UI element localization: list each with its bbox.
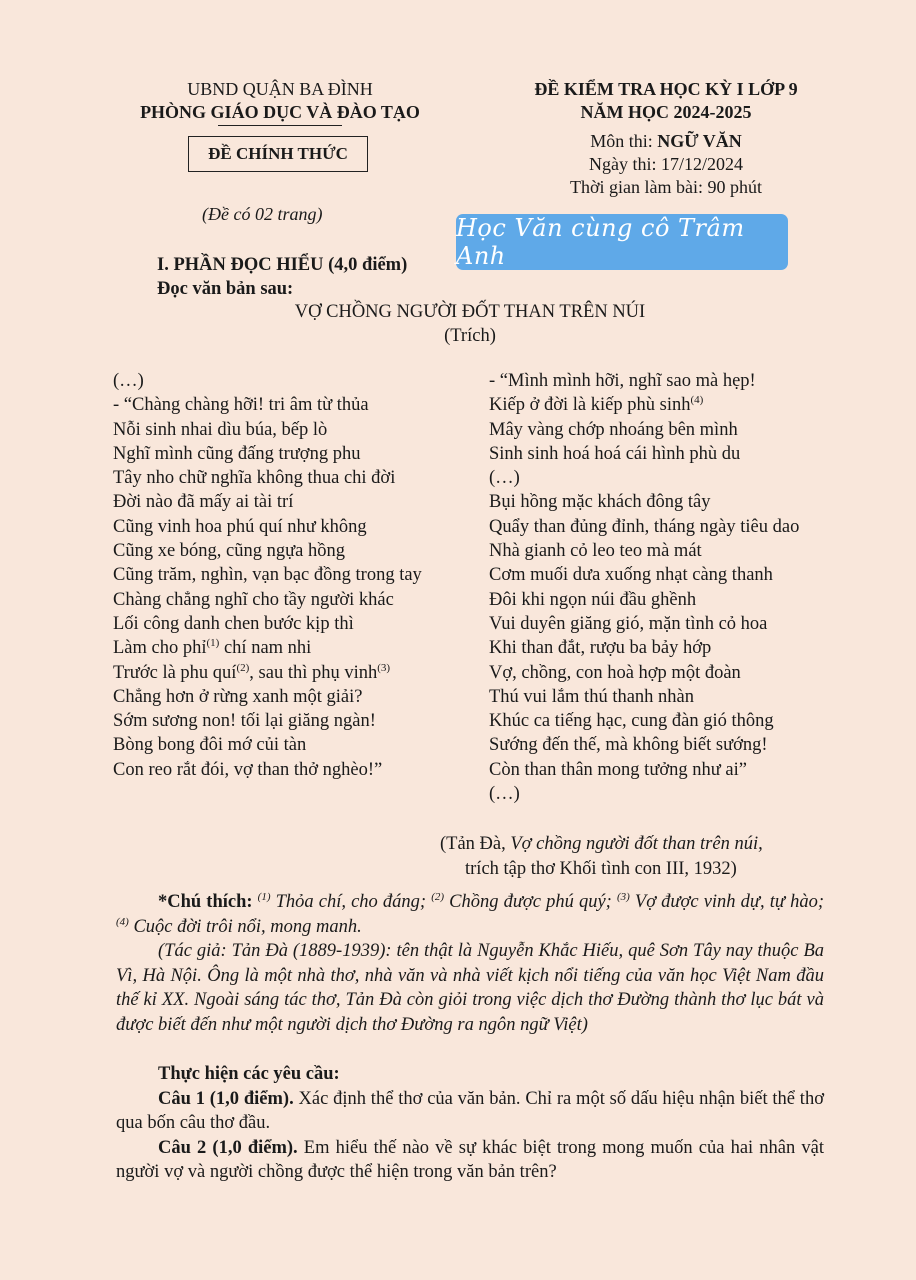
question-2: Câu 2 (1,0 điểm). Em hiểu thế nào về sự khác biệt trong mong muốn của hai nhân vật người vợ và người chồng được thể hiện trong văn bản trên?	[116, 1137, 824, 1182]
subject: NGỮ VĂN	[657, 131, 742, 151]
section-title: I. PHẦN ĐỌC HIỂU (4,0 điểm)	[157, 255, 408, 275]
poem-line: Chẳng hơn ở rừng xanh một giải?	[113, 686, 363, 707]
tasks-heading: Thực hiện các yêu cầu:	[158, 1064, 340, 1084]
author-bio: (Tác giả: Tản Đà (1889-1939): tên thật là Nguyễn Khắc Hiếu, quê Sơn Tây nay thuộc Ba Vì, Hà Nội. Ông là một nhà thơ, nhà văn và nhà viết kịch nổi tiếng của văn học Việt Nam đầu thế kỉ XX. Ngoài sáng tác thơ, Tản Đà còn giỏi trong việc dịch thơ Đường thành thơ lục bát và được biết đến như một người dịch thơ Đường ra ngôn ngữ Việt)	[116, 941, 824, 1035]
poem-line: Nỗi sinh nhai dìu búa, bếp lò	[113, 419, 328, 440]
source-attribution: (Tản Đà, Vợ chồng người đốt than trên núi, trích tập thơ Khối tình con III, 1932)	[440, 834, 763, 879]
poem-line: Quẩy than đủng đỉnh, tháng ngày tiêu dao	[489, 516, 800, 537]
header-right	[494, 78, 838, 199]
teacher-badge: Học Văn cùng cô Trâm Anh	[456, 214, 788, 270]
exam-date: Ngày thi: 17/12/2024	[589, 154, 743, 174]
poem-line: Đôi khi ngọn núi đầu ghềnh	[489, 589, 697, 610]
poem-line: Vợ, chồng, con hoà hợp một đoàn	[489, 662, 741, 683]
poem-line: (…)	[489, 468, 520, 489]
poem-line: Bòng bong đôi mớ củi tàn	[113, 735, 307, 756]
poem-line: (…)	[113, 371, 144, 391]
poem-line: Cũng vinh hoa phú quí như không	[113, 516, 367, 537]
question-1: Câu 1 (1,0 điểm). Xác định thể thơ của văn bản. Chỉ ra một số dấu hiệu nhận biết thể thơ qua bốn câu thơ đầu.	[116, 1088, 824, 1133]
exam-title: ĐỀ KIỂM TRA HỌC KỲ I LỚP 9	[534, 79, 798, 99]
poem-line: Khúc ca tiếng hạc, cung đàn gió thông	[489, 711, 774, 732]
poem-line: Nghĩ mình cũng đấng trượng phu	[113, 443, 361, 464]
poem-line: Con reo rắt đói, vợ than thở nghèo!”	[113, 759, 383, 780]
district-name: UBND QUẬN BA ĐÌNH	[187, 79, 373, 99]
poem-line: - “Chàng chàng hỡi! tri âm từ thủa	[113, 395, 369, 416]
poem-line: Trước là phu quí$^{(2)}$, sau thì phụ vinh$^{(3)}$	[113, 661, 391, 683]
poem-line: Làm cho phỉ$^{(1)}$ chí nam nhi	[113, 637, 312, 659]
poem-line: Sinh sinh hoá hoá cái hình phù du	[489, 443, 741, 464]
reading-instruction: Đọc văn bản sau:	[157, 279, 294, 299]
poem-note: (Trích)	[444, 326, 496, 346]
poem-line: Đời nào đã mấy ai tài trí	[113, 492, 294, 513]
poem-line: Sướng đến thế, mà không biết sướng!	[489, 735, 768, 756]
header-left	[100, 78, 460, 124]
poem-line: Lối công danh chen bước kịp thì	[113, 613, 354, 634]
subject-line: Môn thi: NGỮ VĂN	[590, 131, 742, 151]
exam-duration: Thời gian làm bài: 90 phút	[570, 177, 762, 197]
poem-line: Mây vàng chớp nhoáng bên mình	[489, 419, 738, 440]
poem-line: Nhà gianh cỏ leo teo mà mát	[489, 541, 702, 562]
page-count: (Đề có 02 trang)	[202, 204, 323, 224]
poem-line: Thú vui lắm thú thanh nhàn	[489, 686, 695, 707]
tasks-block	[116, 1062, 824, 1185]
poem-line: Bụi hồng mặc khách đông tây	[489, 492, 711, 513]
poem-line: Cơm muối dưa xuống nhạt càng thanh	[489, 565, 773, 586]
poem-line: Chàng chẳng nghĩ cho tầy người khác	[113, 589, 394, 610]
work-title: Vợ chồng người đốt than trên núi,	[510, 834, 763, 854]
poem-line: Kiếp ở đời là kiếp phù $\sinh^{(4)}$	[489, 394, 704, 416]
poem-line: Khi than đắt, rượu ba bảy hớp	[489, 638, 712, 659]
poem-line: Cũng xe bóng, cũng ngựa hồng	[113, 541, 345, 562]
department-name: PHÒNG GIÁO DỤC VÀ ĐÀO TẠO	[140, 102, 420, 122]
official-box: ĐỀ CHÍNH THỨC	[188, 136, 368, 172]
school-year: NĂM HỌC 2024-2025	[580, 102, 752, 122]
poem-title: VỢ CHỒNG NGƯỜI ĐỐT THAN TRÊN NÚI	[294, 302, 646, 322]
poem-line: Sớm sương non! tối lại giăng ngàn!	[113, 711, 376, 732]
poem-right-column	[489, 369, 799, 806]
poem-line: Cũng trăm, nghìn, vạn bạc đồng trong tay	[113, 565, 422, 586]
poem-left-column	[113, 369, 422, 782]
notes-label: *Chú thích:	[158, 892, 253, 912]
header-divider	[218, 125, 342, 126]
poem-line: (…)	[489, 784, 520, 805]
poem-line: Tây nho chữ nghĩa không thua chi đời	[113, 468, 396, 489]
poem-line: - “Mình mình hỡi, nghĩ sao mà hẹp!	[489, 371, 756, 391]
poem-line: Còn than thân mong tưởng như ai”	[489, 759, 747, 780]
notes-block: *Chú thích: $^{(1)}$ Thỏa chí, cho đáng; $^{(2)}$ Chồng được phú quý; $^{(3)}$ Vợ được vinh dự, tự hào; $^{(4)}$ Cuộc đời trôi nổi, mong manh. (Tác giả: Tản Đà (1889-1939): tên thật là Nguyễn Khắc Hiếu, quê Sơn Tây nay thuộc Ba Vì, Hà Nội. Ông là một nhà thơ, nhà văn và nhà viết kịch nổi tiếng của văn học Việt Nam đầu thế kỉ XX. Ngoài sáng tác thơ, Tản Đà còn giỏi trong việc dịch thơ Đường thành thơ lục bát và được biết đến như một người dịch thơ Đường ra ngôn ngữ Việt)	[116, 890, 824, 1037]
poem-line: Vui duyên giăng gió, mặn tình cỏ hoa	[489, 613, 768, 634]
